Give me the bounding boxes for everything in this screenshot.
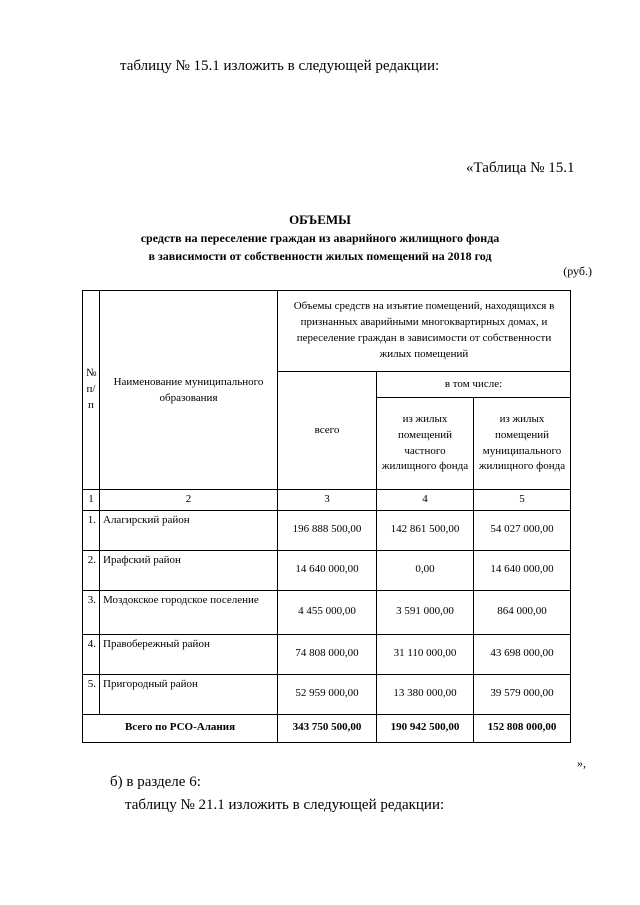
row-private: 0,00 [377, 550, 474, 590]
header-name: Наименование муниципального образования [100, 291, 278, 490]
row-municipal: 54 027 000,00 [474, 510, 571, 550]
header-num: № п/п [83, 291, 100, 490]
header-total: всего [278, 372, 377, 490]
row-municipal: 43 698 000,00 [474, 634, 571, 674]
col-number: 1 [83, 490, 100, 511]
row-number: 4. [83, 634, 100, 674]
column-numbers-row [83, 490, 571, 511]
row-number: 5. [83, 674, 100, 714]
total-private: 190 942 500,00 [377, 714, 474, 742]
row-private: 142 861 500,00 [377, 510, 474, 550]
row-name: Правобережный район [100, 634, 278, 674]
section-text: б) в разделе 6: [110, 774, 201, 790]
row-name: Алагирский район [100, 510, 278, 550]
col-number: 5 [474, 490, 571, 511]
row-municipal: 39 579 000,00 [474, 674, 571, 714]
closing-quote: », [577, 756, 586, 770]
row-private: 13 380 000,00 [377, 674, 474, 714]
row-name: Ирафский район [100, 550, 278, 590]
table-row [83, 634, 571, 674]
row-number: 2. [83, 550, 100, 590]
unit-label: (руб.) [563, 264, 592, 278]
table-reference: «Таблица № 15.1 [466, 160, 575, 176]
table-row [83, 674, 571, 714]
row-private: 31 110 000,00 [377, 634, 474, 674]
row-total: 4 455 000,00 [278, 590, 377, 634]
header-group: Объемы средств на изъятие помещений, находящихся в признанных аварийными многоквартирных домах, и переселение граждан в зависимости от собственности жилых помещений [278, 291, 571, 372]
col-number: 2 [100, 490, 278, 511]
row-total: 196 888 500,00 [278, 510, 377, 550]
col-number: 3 [278, 490, 377, 511]
next-table-text: таблицу № 21.1 изложить в следующей редакции: [125, 797, 445, 813]
row-total: 52 959 000,00 [278, 674, 377, 714]
table-subtitle-1: средств на переселение граждан из аварийного жилищного фонда [140, 231, 500, 245]
funding-table [82, 290, 571, 743]
header-including: в том числе: [377, 372, 571, 398]
intro-text: таблицу № 15.1 изложить в следующей редакции: [120, 58, 440, 74]
header-row-1 [83, 291, 571, 372]
total-municipal: 152 808 000,00 [474, 714, 571, 742]
row-total: 74 808 000,00 [278, 634, 377, 674]
table-subtitle-2: в зависимости от собственности жилых помещений на 2018 год [148, 249, 492, 263]
header-municipal: из жилых помещений муниципального жилищного фонда [474, 398, 571, 490]
table-title: ОБЪЕМЫ [289, 212, 351, 227]
row-name: Моздокское городское поселение [100, 590, 278, 634]
row-municipal: 14 640 000,00 [474, 550, 571, 590]
row-total: 14 640 000,00 [278, 550, 377, 590]
table-row [83, 590, 571, 634]
total-label: Всего по РСО-Алания [83, 714, 278, 742]
row-number: 3. [83, 590, 100, 634]
row-number: 1. [83, 510, 100, 550]
header-private: из жилых помещений частного жилищного фонда [377, 398, 474, 490]
col-number: 4 [377, 490, 474, 511]
row-municipal: 864 000,00 [474, 590, 571, 634]
total-sum: 343 750 500,00 [278, 714, 377, 742]
row-name: Пригородный район [100, 674, 278, 714]
table-row [83, 550, 571, 590]
total-row [83, 714, 571, 742]
table-row [83, 510, 571, 550]
row-private: 3 591 000,00 [377, 590, 474, 634]
